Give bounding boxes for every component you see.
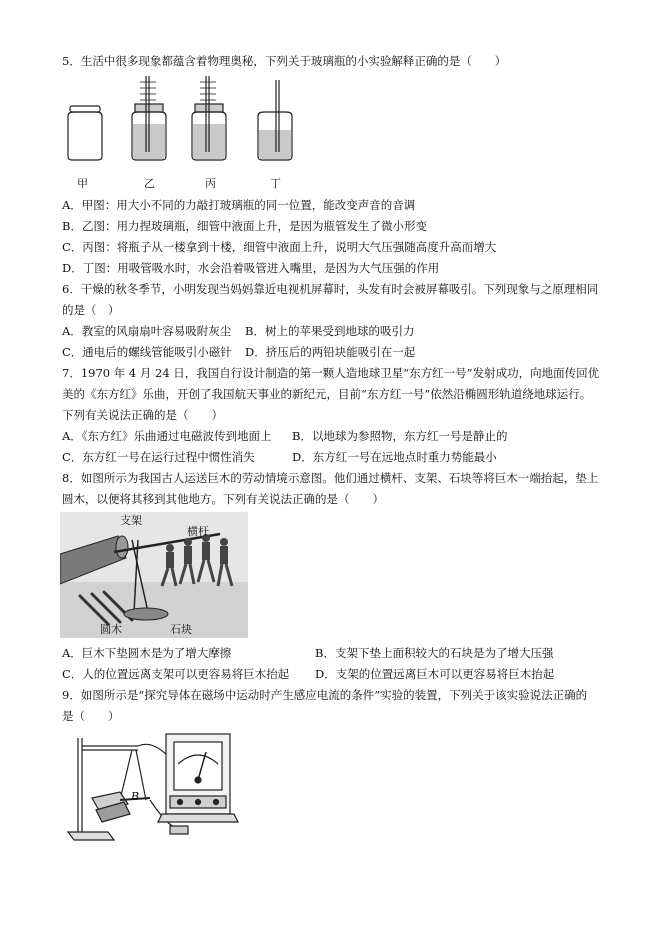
q8-label-support: 支架: [120, 514, 142, 527]
q7-option-b: B．以地球为参照物，东方红一号是静止的: [292, 429, 508, 443]
q6-stem-line2: 的是（ ）: [62, 303, 120, 317]
q5-label-jia: 甲: [77, 177, 88, 190]
q8-label-lever: 横杆: [187, 525, 209, 538]
q8-figure: [60, 512, 248, 638]
q8-stem-line2: 圆木，以便将其移到其他地方。下列有关说法正确的是（ ）: [62, 492, 384, 506]
q9-label-b: B: [131, 790, 140, 803]
q8-option-d: D．支架的位置远离巨木可以更容易将巨木抬起: [315, 667, 555, 681]
q9-stem-line2: 是（ ）: [62, 709, 120, 723]
q5-option-a: A．甲图：用大小不同的力敲打玻璃瓶的同一位置，能改变声音的音调: [62, 198, 416, 212]
q9-figure: [66, 728, 242, 844]
q8-option-a: A．巨木下垫圆木是为了增大摩擦: [62, 646, 232, 660]
q5-option-d: D．丁图：用吸管吸水时，水会沿着吸管进入嘴里，是因为大气压强的作用: [62, 261, 440, 275]
q8-label-log: 圆木: [100, 623, 122, 636]
q6-option-b: B．树上的苹果受到地球的吸引力: [245, 324, 415, 338]
q7-option-c: C．东方红一号在运行过程中惯性消失: [62, 450, 255, 464]
q5-label-yi: 乙: [144, 177, 155, 190]
q6-option-d: D．挤压后的两铅块能吸引在一起: [245, 345, 416, 359]
q9-stem-line1: 9．如图所示是“探究导体在磁场中运动时产生感应电流的条件”实验的装置，下列关于该实验说法正确的: [62, 688, 588, 702]
q5-stem: 5．生活中很多现象都蕴含着物理奥秘，下列关于玻璃瓶的小实验解释正确的是（ ）: [62, 54, 507, 68]
q7-stem-line3: 下列有关说法正确的是（ ）: [62, 408, 223, 422]
q6-stem-line1: 6．干燥的秋冬季节，小明发现当妈妈靠近电视机屏幕时，头发有时会被屏幕吸引。下列现象与之原理相同: [62, 282, 599, 296]
q7-option-d: D．东方红一号在远地点时重力势能最小: [292, 450, 497, 464]
q5-option-c: C．丙图：将瓶子从一楼拿到十楼，细管中液面上升，说明大气压强随高度升高而增大: [62, 240, 497, 254]
q5-label-bing: 丙: [205, 177, 216, 190]
q8-stem-line1: 8．如图所示为我国古人运送巨木的劳动情境示意图。他们通过横杆、支架、石块等将巨木一端抬起，垫上: [62, 471, 599, 485]
q5-figure: [60, 72, 320, 194]
q7-stem-line2: 美的《东方红》乐曲，开创了我国航天事业的新纪元，目前“东方红一号”依然沿椭圆形轨道绕地球运行。: [62, 387, 592, 401]
q6-option-a: A．教室的风扇扇叶容易吸附灰尘: [62, 324, 232, 338]
q7-option-a: A．《东方红》乐曲通过电磁波传到地面上: [62, 429, 272, 443]
q5-label-ding: 丁: [270, 177, 281, 190]
q8-option-b: B．支架下垫上面积较大的石块是为了增大压强: [315, 646, 554, 660]
q7-stem-line1: 7．1970 年 4 月 24 日，我国自行设计制造的第一颗人造地球卫星“东方红一号”发射成功，向地面传回优: [62, 366, 600, 380]
q6-option-c: C．通电后的螺线管能吸引小磁针: [62, 345, 232, 359]
q8-option-c: C．人的位置远离支架可以更容易将巨木抬起: [62, 667, 290, 681]
q8-label-stone: 石块: [170, 623, 192, 636]
q5-option-b: B．乙图：用力捏玻璃瓶，细管中液面上升，是因为瓶管发生了微小形变: [62, 219, 427, 233]
